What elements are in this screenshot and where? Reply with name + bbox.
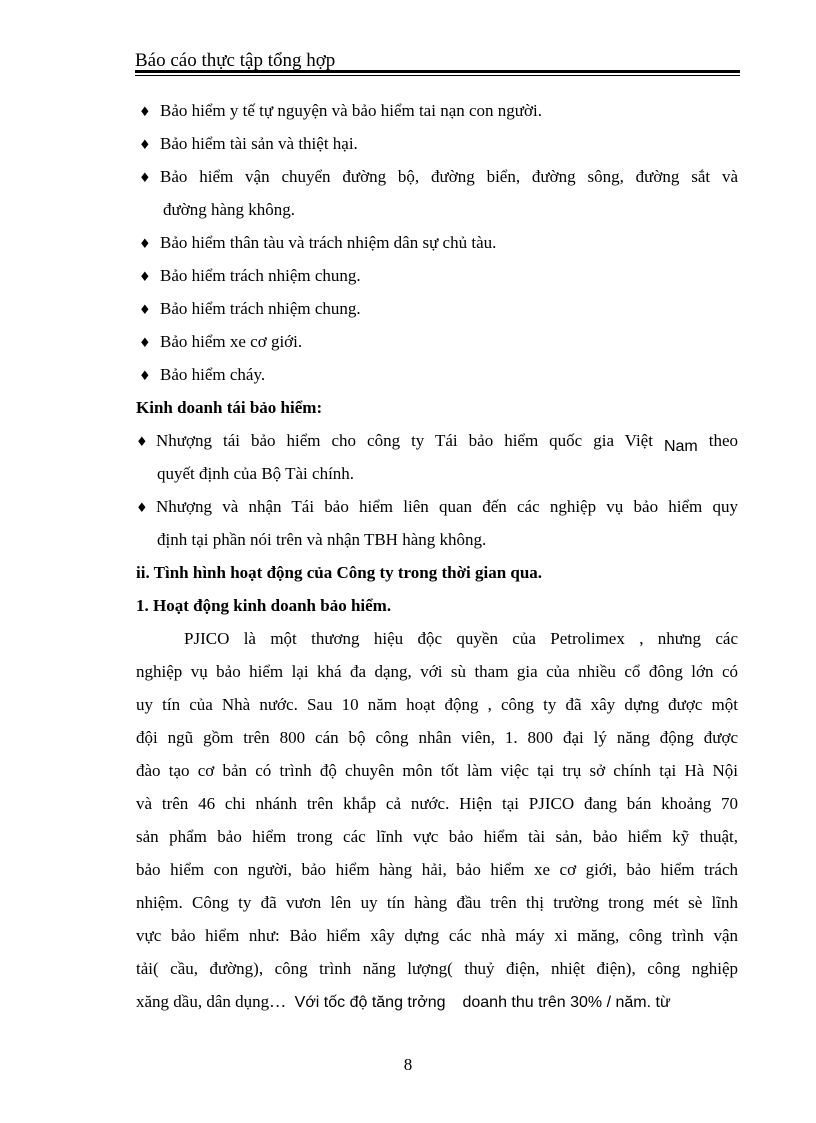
list-item-text: Bảo hiểm trách nhiệm chung.: [160, 299, 361, 318]
paragraph-line: PJICO là một thương hiệu độc quyền của Petrolimex , nhưng các: [184, 629, 738, 648]
paragraph-line: [136, 985, 738, 1018]
list-item-text: Bảo hiểm y tế tự nguyện và bảo hiểm tai nạn con người.: [160, 101, 542, 120]
paragraph-line: đội ngũ gồm trên 800 cán bộ công nhân viên, 1. 800 đại lý năng động được: [136, 728, 738, 747]
diamond-bullet-icon: ♦: [139, 303, 151, 318]
list-item: [136, 424, 738, 457]
page-header: [135, 48, 740, 76]
list-item-text: đường hàng không.: [163, 200, 295, 219]
list-item-text: Nhượng tái bảo hiểm cho công ty Tái bảo hiểm quốc gia Việt: [156, 431, 653, 450]
header-title: Báo cáo thực tập tổng hợp: [135, 50, 336, 71]
list-item-text: Bảo hiểm vận chuyển đường bộ, đường biển, đường sông, đường sắt và: [160, 167, 738, 186]
paragraph-text: xăng dầu, dân dụng…: [136, 992, 287, 1011]
diamond-bullet-icon: ♦: [139, 138, 151, 153]
diamond-bullet-icon: ♦: [136, 435, 148, 450]
header-rule-thick: [135, 70, 740, 73]
list-item-text: Bảo hiểm trách nhiệm chung.: [160, 266, 361, 285]
list-item: [136, 325, 738, 358]
paragraph-text: doanh thu trên 30% / năm. từ: [462, 994, 671, 1011]
diamond-bullet-icon: ♦: [139, 369, 151, 384]
paragraph-text: Với tốc độ tăng trởng: [294, 994, 446, 1011]
paragraph-line: nhiệm. Công ty đã vươn lên uy tín hàng đầu trên thị trường trong mét sè lĩnh: [136, 893, 738, 912]
paragraph-line: đào tạo cơ bản có trình độ chuyên môn tốt làm việc tại trụ sở chính tại Hà Nội: [136, 761, 738, 780]
reinsurance-heading: Kinh doanh tái bảo hiểm:: [136, 398, 323, 417]
list-item: [136, 127, 738, 160]
paragraph-line: uy tín của Nhà nước. Sau 10 năm hoạt động , công ty đã xây dựng được một: [136, 695, 738, 714]
list-item: [136, 259, 738, 292]
list-item-continuation: [136, 523, 738, 556]
list-item-text: định tại phần nói trên và nhận TBH hàng không.: [157, 530, 487, 549]
header-rule-thin: [135, 75, 740, 76]
list-item-continuation: [136, 457, 738, 490]
list-item: [136, 490, 738, 523]
list-item-text: Bảo hiểm tài sản và thiệt hại.: [160, 134, 358, 153]
list-item-text: Nhượng và nhận Tái bảo hiểm liên quan đến các nghiệp vụ bảo hiểm quy: [156, 497, 738, 516]
list-item-text: Bảo hiểm cháy.: [160, 365, 266, 384]
list-item: [136, 94, 738, 127]
list-item-text: Bảo hiểm xe cơ giới.: [160, 332, 303, 351]
list-item-continuation: [136, 193, 738, 226]
page-number: 8: [403, 1055, 413, 1074]
list-item: [136, 292, 738, 325]
subsection-heading: 1. Hoạt động kinh doanh bảo hiểm.: [136, 596, 392, 615]
diamond-bullet-icon: ♦: [139, 105, 151, 120]
list-item: [136, 160, 738, 193]
section-heading: ii. Tình hình hoạt động của Công ty trong thời gian qua.: [136, 563, 543, 582]
paragraph-line: tải( cầu, đường), công trình năng lượng( thuỷ điện, nhiệt điện), công nghiệp: [136, 959, 738, 978]
paragraph-line: nghiệp vụ bảo hiểm lại khá đa dạng, với sù tham gia của nhiều cổ đông lớn có: [136, 662, 738, 681]
diamond-bullet-icon: ♦: [139, 270, 151, 285]
list-item-text: quyết định của Bộ Tài chính.: [157, 464, 355, 483]
list-item-text: Bảo hiểm thân tàu và trách nhiệm dân sự chủ tàu.: [160, 233, 497, 252]
list-item-text: theo: [708, 431, 738, 450]
paragraph-line: sản phẩm bảo hiểm trong các lĩnh vực bảo hiểm tài sản, bảo hiểm kỹ thuật,: [136, 827, 738, 846]
paragraph-line: vực bảo hiểm như: Bảo hiểm xây dựng các nhà máy xi măng, công trình vận: [136, 926, 738, 945]
diamond-bullet-icon: ♦: [139, 237, 151, 252]
diamond-bullet-icon: ♦: [139, 336, 151, 351]
list-item: [136, 226, 738, 259]
list-item: [136, 358, 738, 391]
list-item-text: Nam: [663, 438, 698, 455]
paragraph-line: và trên 46 chi nhánh trên khắp cả nước. Hiện tại PJICO đang bán khoảng 70: [136, 794, 738, 813]
document-body: [136, 94, 738, 1018]
diamond-bullet-icon: ♦: [136, 501, 148, 516]
diamond-bullet-icon: ♦: [139, 171, 151, 186]
paragraph-line: bảo hiểm con người, bảo hiểm hàng hải, bảo hiểm xe cơ giới, bảo hiểm trách: [136, 860, 738, 879]
